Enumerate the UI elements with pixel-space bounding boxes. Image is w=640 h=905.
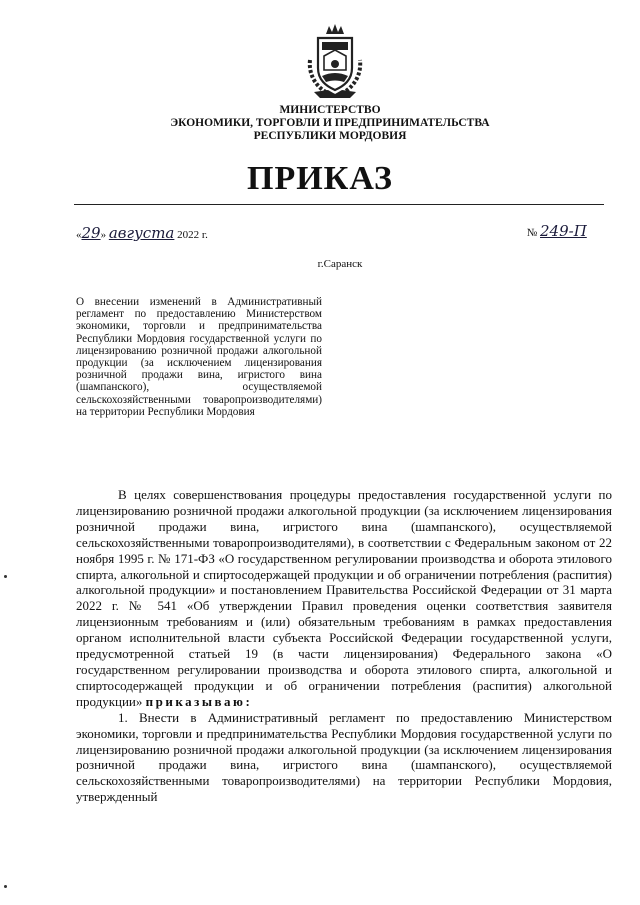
date-month: августа — [108, 224, 175, 242]
city-name: г.Саранск — [317, 258, 363, 270]
ministry-line-2: ЭКОНОМИКИ, ТОРГОВЛИ И ПРЕДПРИНИМАТЕЛЬСТВА — [170, 117, 490, 129]
date-year: 2022 г. — [177, 229, 208, 241]
preamble-paragraph — [76, 487, 612, 710]
ministry-line-3: РЕСПУБЛИКИ МОРДОВИЯ — [253, 130, 407, 142]
order-body — [76, 487, 612, 805]
scan-dot — [4, 885, 7, 888]
scan-dot — [4, 575, 7, 578]
date-day: 29 — [81, 224, 101, 242]
order-number — [527, 222, 600, 240]
date-close-quote: » — [100, 229, 107, 241]
number-label: № — [526, 227, 538, 239]
coat-of-arms-emblem — [300, 20, 370, 100]
date-open-quote: « — [76, 229, 82, 241]
preamble-text: В целях совершенствования процедуры предоставления государственной услуги по лицензированию розничной продажи алкогольной продукции (за исключением лицензирования розничной продажи вина, игристого вина (шампанского), осуществляемой сельскохозяйственными товаропроизводителями), в соответствии с Федеральным законом от 22 ноября 1995 г. № 171-ФЗ «О государственном регулировании производства и оборота этилового спирта, алкогольной и спиртосодержащей продукции и об ограничении потребления (распития) алкогольной продукции» и постановлением Правительства Российской Федерации от 31 марта 2022 г. № 541 «Об утверждении Правил проведения оценки соответствия заявителя лицензионным требованиям и (или) обязательным требованиям в рамках предоставления органом исполнительной власти субъекта Российской Федерации государственной услуги, предусмотренной статьей 19 (в части лицензирования) Федерального закона «О государственном регулировании производства и оборота этилового спирта, алкогольной и спиртосодержащей продукции и об ограничении потребления (распития) алкогольной продукции» — [76, 487, 612, 709]
order-word: приказываю: — [145, 693, 253, 709]
header-divider — [74, 204, 604, 205]
order-date — [76, 224, 208, 242]
order-subject: О внесении изменений в Административный регламент по предоставлению Министерством экономики, торговли и предпринимательства Республики Мордовия государственной услуги по лицензированию розничной продажи алкогольной продукции (за исключением лицензирования розничной продажи вина, игристого вина (шампанского), осуществляемой сельскохозяйственными товаропроизводителями) на территории Республики Мордовия — [76, 296, 322, 418]
ministry-name — [60, 104, 600, 143]
document-type-title: ПРИКАЗ — [247, 160, 393, 197]
number-value: 249-П — [540, 222, 587, 240]
ministry-line-1: МИНИСТЕРСТВО — [279, 104, 381, 116]
item-1-paragraph: 1. Внести в Административный регламент по предоставлению Министерством экономики, торговли и предпринимательства Республики Мордовия государственной услуги по лицензированию розничной продажи алкогольной продукции (за исключением лицензирования розничной продажи вина, игристого вина (шампанского), осуществляемой сельскохозяйственными товаропроизводителями) на территории Республики Мордовия, утвержденный — [76, 709, 612, 805]
